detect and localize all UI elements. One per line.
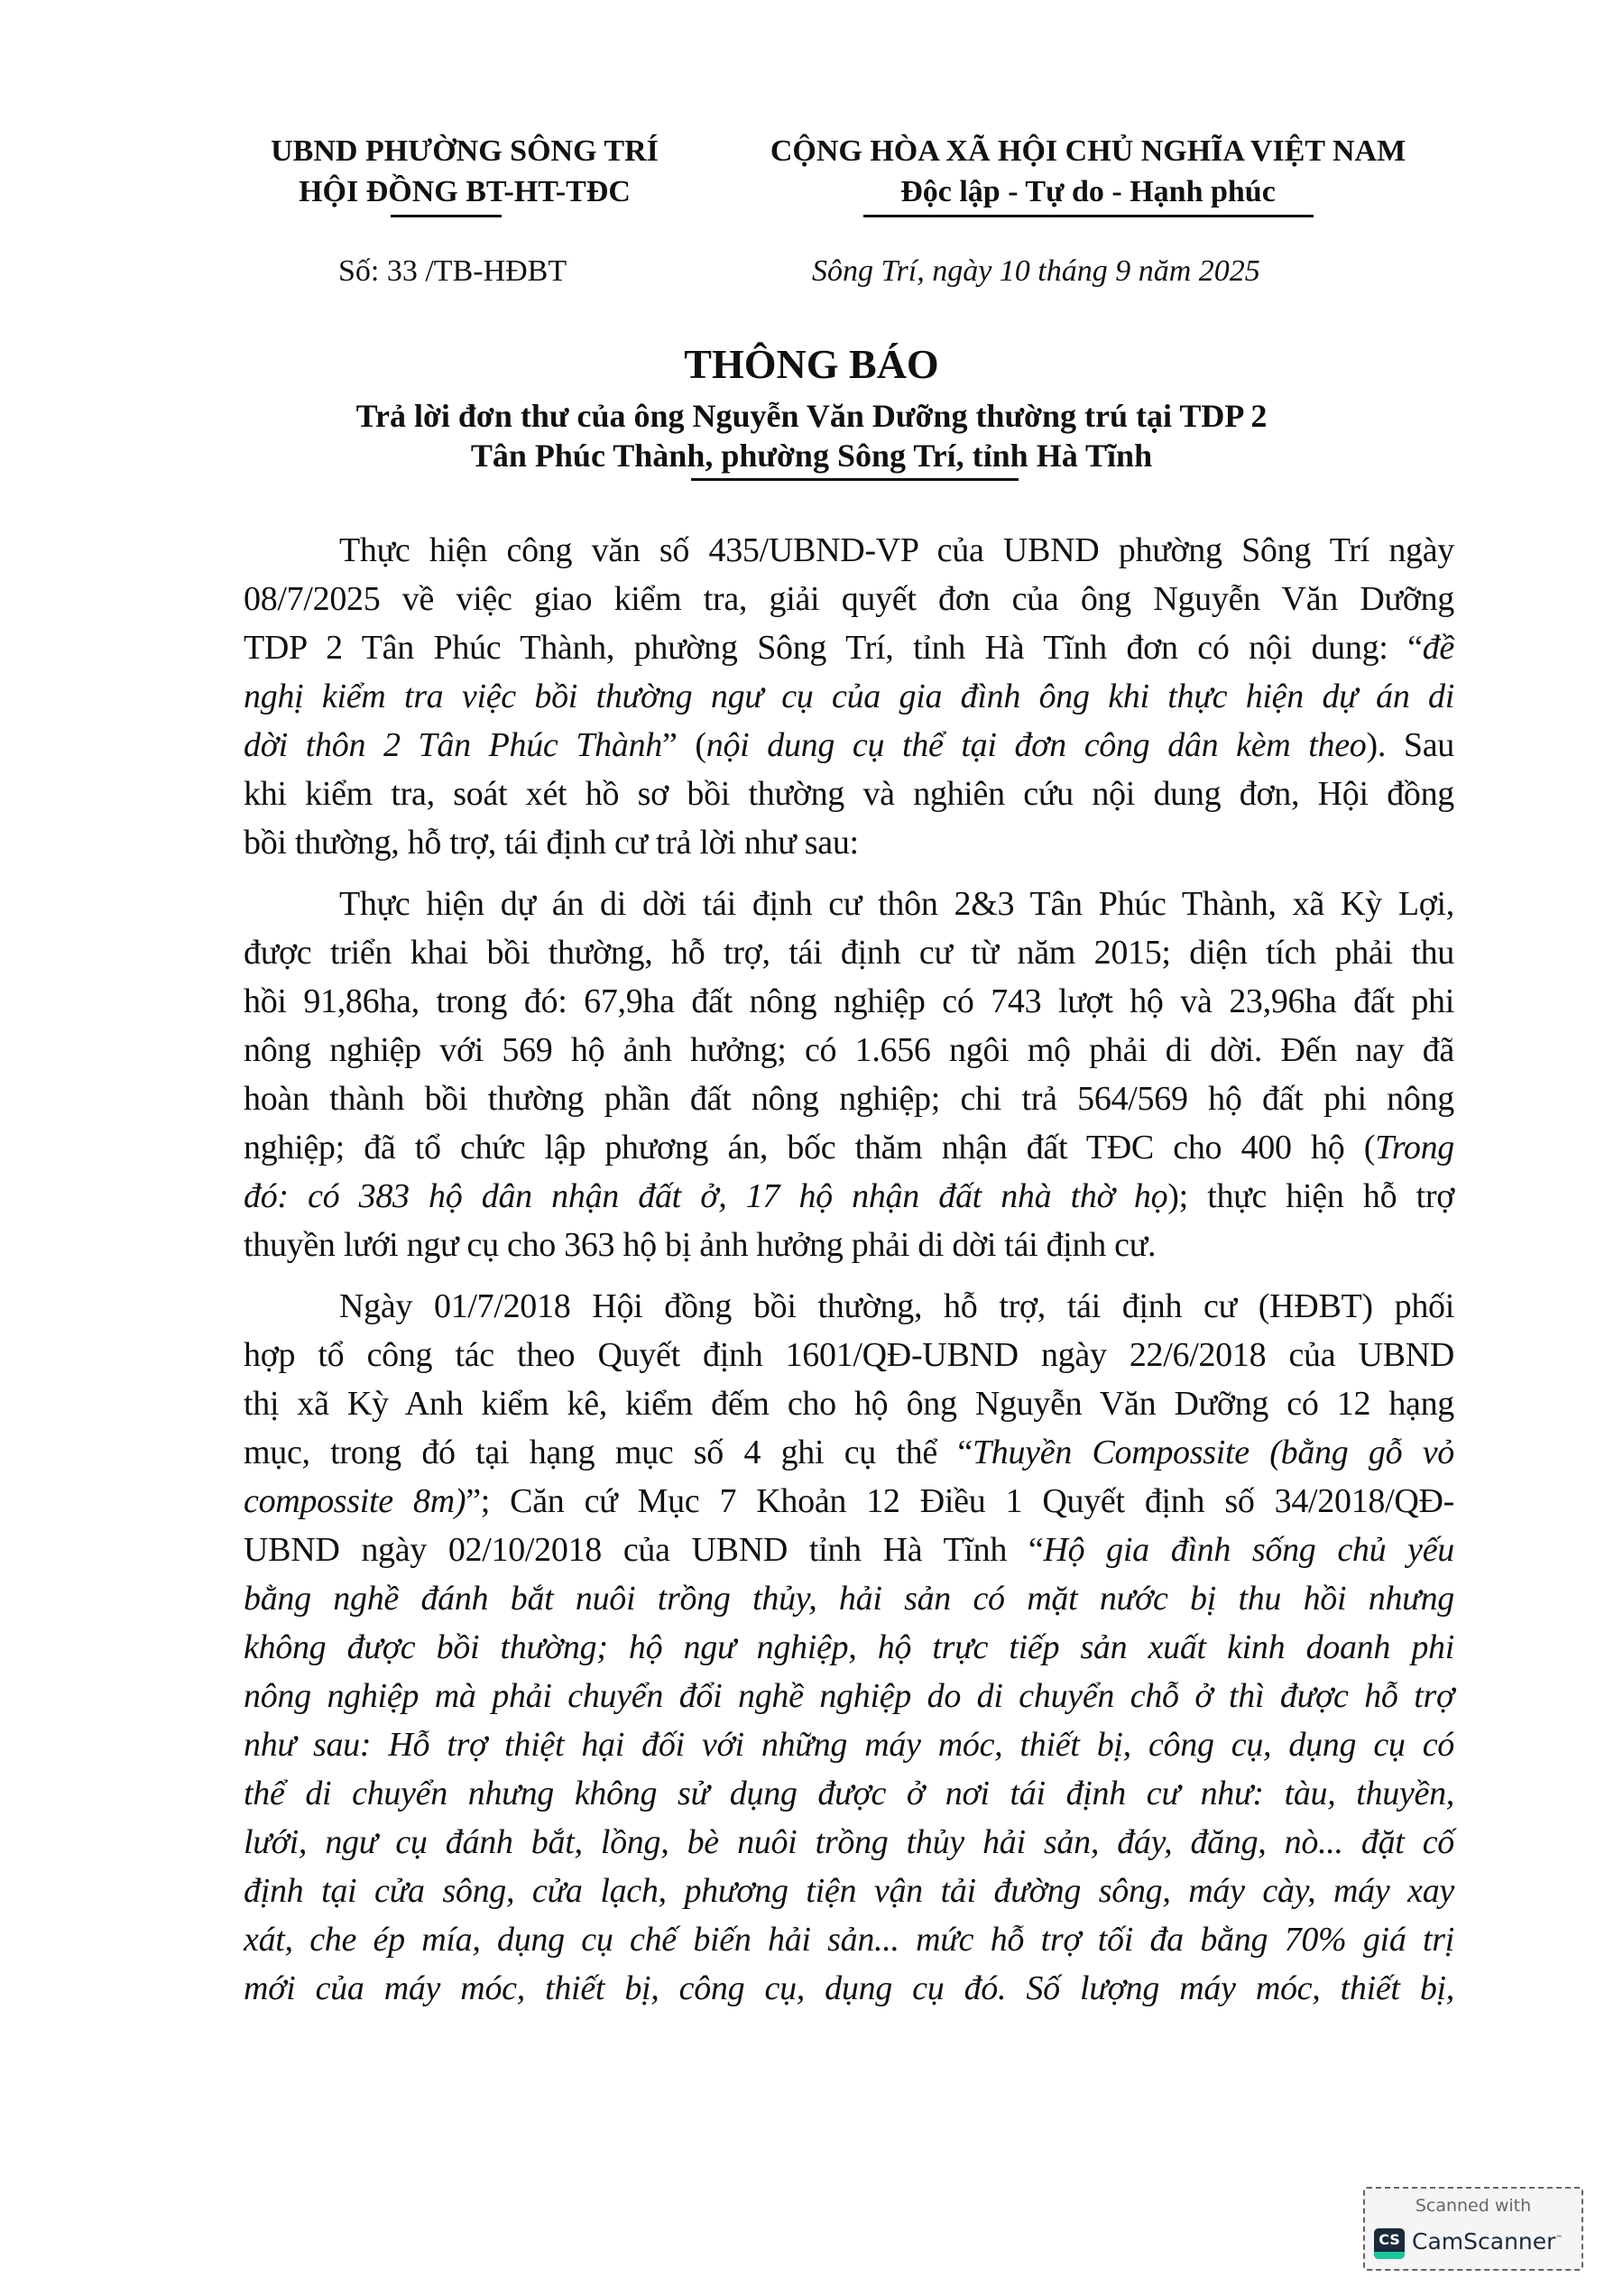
text-line bbox=[244, 1477, 1454, 1526]
italic-text: compossite 8m) bbox=[244, 1482, 466, 1520]
text-line bbox=[244, 1221, 1454, 1269]
text-line bbox=[244, 1026, 1454, 1074]
text-segment: Thực hiện dự án di dời tái định cư thôn 2&3 Tân Phúc Thành, xã Kỳ Lợi, bbox=[339, 885, 1454, 923]
paragraph bbox=[244, 526, 1454, 867]
text-line bbox=[244, 672, 1454, 721]
text-line bbox=[244, 1574, 1454, 1623]
italic-text: nghị kiểm tra việc bồi thường ngư cụ của gia đình ông khi thực hiện dự án di bbox=[244, 678, 1454, 715]
camscanner-logo-icon bbox=[1374, 2228, 1405, 2259]
italic-text: Hộ gia đình sống chủ yếu bbox=[1043, 1531, 1455, 1569]
text-segment: hợp tổ công tác theo Quyết định 1601/QĐ-UBND ngày 22/6/2018 của UBND bbox=[244, 1336, 1454, 1374]
text-line bbox=[244, 1915, 1454, 1964]
issuing-authority: UBND PHƯỜNG SÔNG TRÍ bbox=[271, 134, 659, 168]
text-segment: hoàn thành bồi thường phần đất nông nghiệp; chi trả 564/569 hộ đất phi nông bbox=[244, 1080, 1454, 1118]
text-line bbox=[244, 1282, 1454, 1331]
text-segment: được triển khai bồi thường, hỗ trợ, tái định cư từ năm 2015; diện tích phải thu bbox=[244, 934, 1454, 972]
text-line bbox=[244, 1331, 1454, 1379]
text-line bbox=[244, 1769, 1454, 1818]
text-line bbox=[244, 1818, 1454, 1867]
italic-text: Trong bbox=[1375, 1129, 1454, 1166]
italic-text: Thuyền Compossite (bằng gỗ vỏ bbox=[972, 1434, 1454, 1471]
text-segment: hồi 91,86ha, trong đó: 67,9ha đất nông nghiệp có 743 lượt hộ và 23,96ha đất phi bbox=[244, 982, 1454, 1020]
text-line bbox=[244, 575, 1454, 623]
text-segment: thuyền lưới ngư cụ cho 363 hộ bị ảnh hưởng phải di dời tái định cư. bbox=[244, 1226, 1157, 1264]
italic-text: đề bbox=[1422, 629, 1454, 667]
text-line bbox=[244, 1379, 1454, 1428]
text-segment: TDP 2 Tân Phúc Thành, phường Sông Trí, tỉnh Hà Tĩnh đơn có nội dung: “ bbox=[244, 629, 1423, 667]
document-number: Số: 33 /TB-HĐBT bbox=[338, 254, 567, 288]
italic-text: xát, che ép mía, dụng cụ chế biến hải sản... mức hỗ trợ tối đa bằng 70% giá trị bbox=[244, 1921, 1454, 1959]
place-and-date: Sông Trí, ngày 10 tháng 9 năm 2025 bbox=[812, 254, 1260, 288]
text-line bbox=[244, 1123, 1454, 1172]
text-line bbox=[244, 526, 1454, 575]
logo-accent-bar bbox=[1374, 2252, 1405, 2259]
text-segment: Ngày 01/7/2018 Hội đồng bồi thường, hỗ trợ, tái định cư (HĐBT) phối bbox=[339, 1287, 1454, 1325]
document-title: THÔNG BÁO bbox=[684, 341, 939, 387]
text-line bbox=[244, 1526, 1454, 1574]
watermark-brand bbox=[1412, 2228, 1563, 2255]
text-line bbox=[244, 1720, 1454, 1769]
national-title: CỘNG HÒA XÃ HỘI CHỦ NGHĨA VIỆT NAM bbox=[770, 134, 1406, 168]
italic-text: lưới, ngư cụ đánh bắt, lồng, bè nuôi trồng thủy hải sản, đáy, đăng, nò... đặt cố bbox=[244, 1823, 1454, 1861]
text-segment: UBND ngày 02/10/2018 của UBND tỉnh Hà Tĩnh “ bbox=[244, 1531, 1044, 1569]
text-line bbox=[244, 1672, 1454, 1720]
italic-text: nông nghiệp mà phải chuyển đổi nghề nghiệp do di chuyển chỗ ở thì được hỗ trợ bbox=[244, 1677, 1454, 1715]
paragraph bbox=[244, 880, 1454, 1269]
text-line bbox=[244, 977, 1454, 1026]
text-segment: 08/7/2025 về việc giao kiểm tra, giải quyết đơn của ông Nguyễn Văn Dưỡng bbox=[244, 580, 1454, 618]
text-line bbox=[244, 1074, 1454, 1123]
italic-text: định tại cửa sông, cửa lạch, phương tiện vận tải đường sông, máy cày, máy xay bbox=[244, 1872, 1454, 1910]
italic-text: mới của máy móc, thiết bị, công cụ, dụng cụ đó. Số lượng máy móc, thiết bị, bbox=[244, 1969, 1454, 2007]
italic-text: không được bồi thường; hộ ngư nghiệp, hộ trực tiếp sản xuất kinh doanh phi bbox=[244, 1628, 1454, 1666]
issuing-council: HỘI ĐỒNG BT-HT-TĐC bbox=[299, 175, 631, 208]
text-line bbox=[244, 770, 1454, 818]
text-line bbox=[244, 1867, 1454, 1915]
logo-text: CS bbox=[1379, 2231, 1400, 2248]
document-subtitle-line1: Trả lời đơn thư của ông Nguyễn Văn Dưỡng thường trú tại TDP 2 bbox=[355, 398, 1268, 434]
text-line bbox=[244, 1172, 1454, 1221]
text-line bbox=[244, 928, 1454, 977]
text-segment: ”; Căn cứ Mục 7 Khoản 12 Điều 1 Quyết định số 34/2018/QĐ- bbox=[466, 1482, 1455, 1520]
text-line bbox=[244, 818, 1454, 867]
document-subtitle-line2: Tân Phúc Thành, phường Sông Trí, tỉnh Hà Tĩnh bbox=[470, 438, 1153, 474]
document-body bbox=[244, 526, 1454, 2025]
watermark-caption: Scanned with bbox=[1415, 2196, 1532, 2216]
text-segment: khi kiểm tra, soát xét hồ sơ bồi thường và nghiên cứu nội dung đơn, Hội đồng bbox=[244, 775, 1454, 813]
text-line bbox=[244, 623, 1454, 672]
text-segment: nông nghiệp với 569 hộ ảnh hưởng; có 1.656 ngôi mộ phải di dời. Đến nay đã bbox=[244, 1031, 1454, 1069]
text-line bbox=[244, 1428, 1454, 1477]
text-segment: thị xã Kỳ Anh kiểm kê, kiểm đếm cho hộ ông Nguyễn Văn Dưỡng có 12 hạng bbox=[244, 1385, 1454, 1423]
text-line bbox=[244, 880, 1454, 928]
text-segment: bồi thường, hỗ trợ, tái định cư trả lời như sau: bbox=[244, 824, 859, 862]
brand-name: CamScanner bbox=[1412, 2228, 1556, 2255]
italic-text: nội dung cụ thể tại đơn công dân kèm theo bbox=[705, 726, 1367, 764]
text-segment: ” ( bbox=[661, 726, 706, 764]
trademark: ™ bbox=[1555, 2234, 1563, 2243]
text-line bbox=[244, 1964, 1454, 2013]
text-segment: ). Sau bbox=[1366, 726, 1455, 764]
header-underline-right bbox=[863, 215, 1314, 217]
text-segment: mục, trong đó tại hạng mục số 4 ghi cụ thể “ bbox=[244, 1434, 973, 1471]
text-line bbox=[244, 721, 1454, 770]
text-line bbox=[244, 1623, 1454, 1672]
text-segment: Thực hiện công văn số 435/UBND-VP của UBND phường Sông Trí ngày bbox=[339, 531, 1454, 569]
text-segment: ); thực hiện hỗ trợ bbox=[1167, 1177, 1454, 1215]
national-motto: Độc lập - Tự do - Hạnh phúc bbox=[900, 175, 1276, 208]
italic-text: bằng nghề đánh bắt nuôi trồng thủy, hải sản có mặt nước bị thu hồi nhưng bbox=[244, 1580, 1454, 1618]
header-underline-left bbox=[391, 215, 502, 217]
subtitle-underline bbox=[691, 478, 1019, 481]
italic-text: như sau: Hỗ trợ thiệt hại đối với những máy móc, thiết bị, công cụ, dụng cụ có bbox=[244, 1726, 1454, 1764]
camscanner-watermark bbox=[1363, 2187, 1583, 2271]
italic-text: thể di chuyển nhưng không sử dụng được ở nơi tái định cư như: tàu, thuyền, bbox=[244, 1775, 1454, 1812]
italic-text: dời thôn 2 Tân Phúc Thành bbox=[244, 726, 662, 764]
text-segment: nghiệp; đã tổ chức lập phương án, bốc thăm nhận đất TĐC cho 400 hộ ( bbox=[244, 1129, 1376, 1166]
paragraph bbox=[244, 1282, 1454, 2013]
italic-text: đó: có 383 hộ dân nhận đất ở, 17 hộ nhận đất nhà thờ họ bbox=[244, 1177, 1168, 1215]
